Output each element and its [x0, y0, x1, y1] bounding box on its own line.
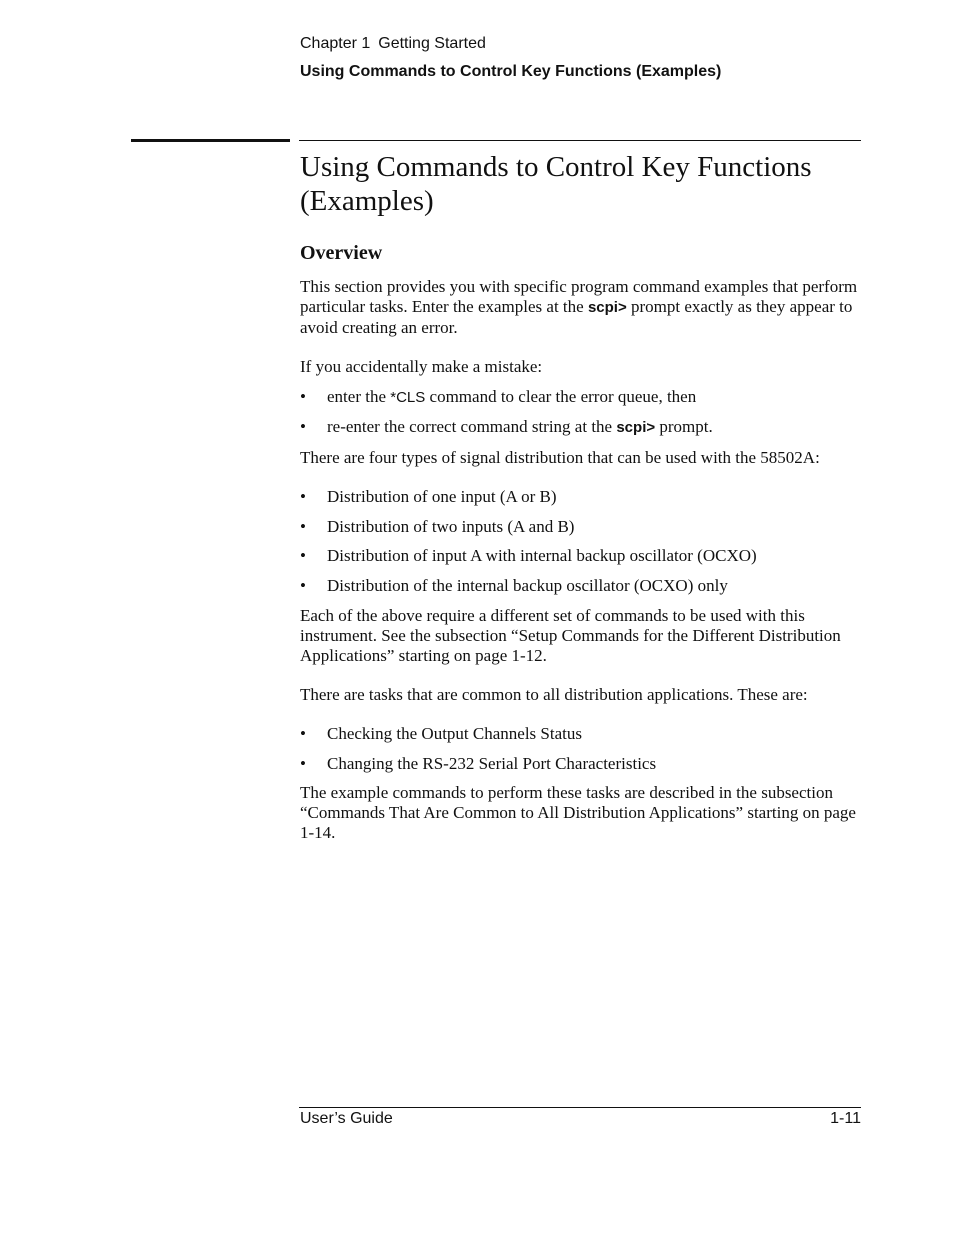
page-number: 1-11 — [830, 1110, 861, 1127]
mistake-list — [300, 387, 862, 438]
section-rule-thin — [299, 140, 861, 141]
list-item: • Distribution of one input (A or B) — [300, 487, 557, 506]
intro-text-1: This section provides you with specific program command examples that perform particular tasks. Enter the examples at the — [300, 277, 858, 316]
main-content — [300, 150, 862, 843]
page-title-line-1: Using Commands to Control Key Functions — [300, 151, 812, 183]
intro-paragraph — [300, 277, 862, 338]
closing-paragraph: The example commands to perform these tasks are described in the subsection “Commands That Are Common to All Distribution Applications” starting on page 1-14. — [300, 783, 856, 842]
common-lead: There are tasks that are common to all distribution applications. These are: — [300, 685, 808, 704]
running-header-section: Using Commands to Control Key Functions (Examples) — [300, 63, 722, 80]
overview-heading: Overview — [300, 242, 383, 264]
scpi-prompt: scpi> — [616, 419, 656, 436]
section-rule-thick — [131, 139, 290, 142]
chapter-title: Getting Started — [378, 35, 486, 52]
list-item: • Checking the Output Channels Status — [300, 724, 582, 743]
cls-command: *CLS — [390, 389, 426, 406]
list-item: • enter the *CLS command to clear the error queue, then — [300, 387, 697, 406]
chapter-number: Chapter 1 — [300, 35, 371, 52]
intro-text-2: prompt exactly as they appear to avoid creating an error. — [300, 297, 853, 337]
list-item: • Distribution of input A with internal backup oscillator (OCXO) — [300, 546, 757, 565]
list-item: • Distribution of the internal backup oscillator (OCXO) only — [300, 576, 728, 595]
list-item: • Distribution of two inputs (A and B) — [300, 517, 575, 536]
setup-paragraph: Each of the above require a different set of commands to be used with this instrument. See the subsection “Setup Commands for the Different Distribution Applications” starting on page 1-12. — [300, 606, 841, 665]
footer-guide-title: User’s Guide — [300, 1110, 393, 1127]
list-item: • re-enter the correct command string at the scpi> prompt. — [300, 417, 713, 436]
common-tasks-list — [300, 724, 862, 774]
mistake-lead: If you accidentally make a mistake: — [300, 357, 543, 376]
types-lead: There are four types of signal distribution that can be used with the 58502A: — [300, 448, 820, 467]
scpi-prompt: scpi> — [587, 299, 627, 316]
page-title — [300, 150, 862, 218]
list-item: • Changing the RS-232 Serial Port Characteristics — [300, 754, 657, 773]
page-title-line-2: (Examples) — [300, 185, 434, 217]
footer-rule — [299, 1107, 861, 1108]
distribution-types-list — [300, 487, 862, 596]
running-header-chapter — [300, 35, 486, 53]
